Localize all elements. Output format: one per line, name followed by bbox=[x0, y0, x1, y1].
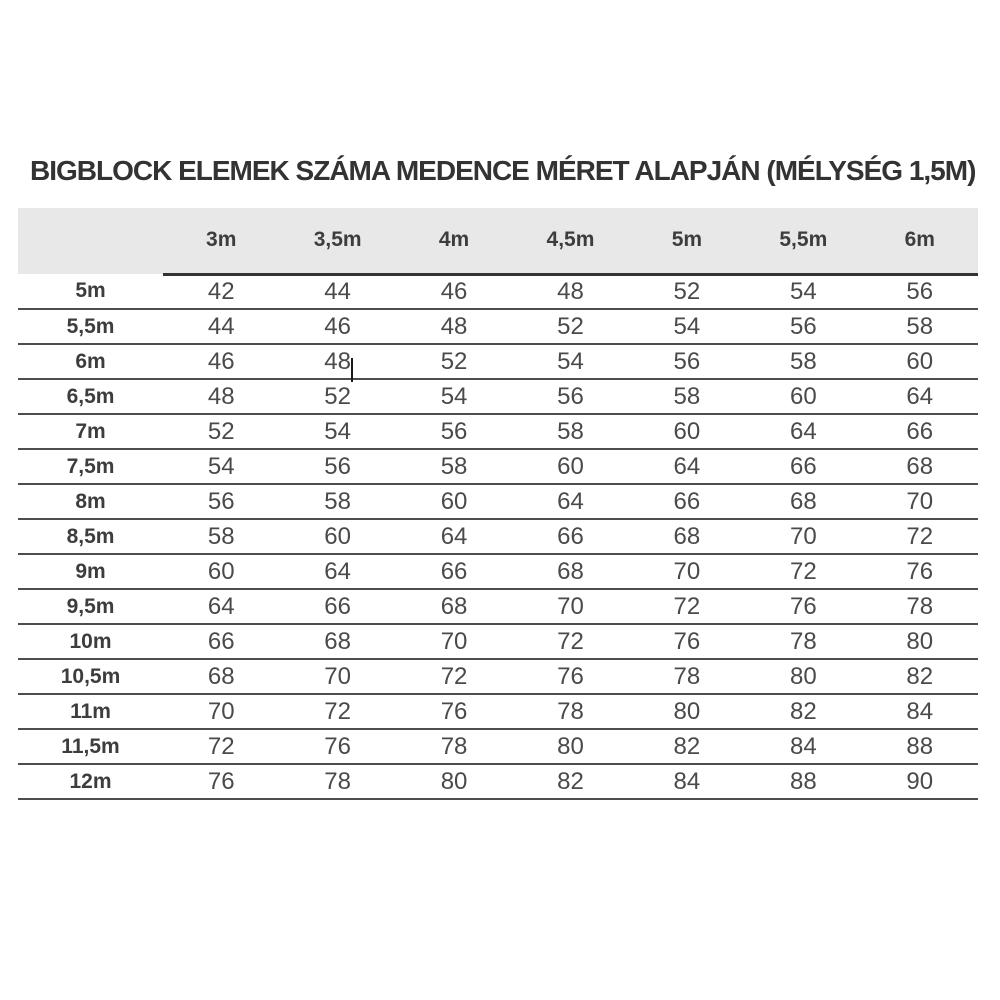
table-row bbox=[18, 414, 978, 449]
table-cell[interactable]: 70 bbox=[279, 659, 395, 694]
row-label-9,5m[interactable]: 9,5m bbox=[18, 589, 163, 624]
table-row bbox=[18, 449, 978, 484]
table-cell[interactable]: 88 bbox=[745, 764, 861, 799]
table-cell[interactable]: 58 bbox=[396, 449, 512, 484]
page-title: BIGBLOCK ELEMEK SZÁMA MEDENCE MÉRET ALAPJÁN (MÉLYSÉG 1,5M) bbox=[30, 155, 976, 186]
table-cell[interactable]: 44 bbox=[279, 274, 395, 309]
table-body bbox=[18, 274, 978, 799]
table-cell[interactable]: 56 bbox=[629, 344, 745, 379]
pool-size-table bbox=[18, 208, 978, 800]
table-cell[interactable]: 76 bbox=[279, 729, 395, 764]
row-label-9m[interactable]: 9m bbox=[18, 554, 163, 589]
table-cell[interactable]: 56 bbox=[862, 274, 978, 309]
table-cell[interactable]: 54 bbox=[279, 414, 395, 449]
table-cell[interactable]: 80 bbox=[396, 764, 512, 799]
table-row bbox=[18, 309, 978, 344]
table-row bbox=[18, 484, 978, 519]
table-row bbox=[18, 344, 978, 379]
row-label-10m[interactable]: 10m bbox=[18, 624, 163, 659]
table-cell[interactable]: 56 bbox=[512, 379, 628, 414]
table-cell[interactable]: 48 bbox=[163, 379, 279, 414]
table-cell[interactable]: 54 bbox=[512, 344, 628, 379]
table-cell[interactable]: 56 bbox=[745, 309, 861, 344]
table-cell[interactable]: 66 bbox=[512, 519, 628, 554]
table-row bbox=[18, 379, 978, 414]
table-cell[interactable]: 72 bbox=[396, 659, 512, 694]
row-label-5,5m[interactable]: 5,5m bbox=[18, 309, 163, 344]
table-cell[interactable]: 60 bbox=[629, 414, 745, 449]
table-cell[interactable]: 60 bbox=[745, 379, 861, 414]
table-cell[interactable]: 72 bbox=[629, 589, 745, 624]
table-cell[interactable]: 60 bbox=[512, 449, 628, 484]
table-cell[interactable]: 54 bbox=[745, 274, 861, 309]
table-cell[interactable]: 76 bbox=[745, 589, 861, 624]
table-cell[interactable]: 64 bbox=[745, 414, 861, 449]
table-cell[interactable]: 84 bbox=[745, 729, 861, 764]
table-row bbox=[18, 729, 978, 764]
table-cell[interactable]: 58 bbox=[163, 519, 279, 554]
column-header-4m[interactable]: 4m bbox=[396, 208, 512, 274]
row-label-7m[interactable]: 7m bbox=[18, 414, 163, 449]
table-cell[interactable]: 54 bbox=[163, 449, 279, 484]
table-cell[interactable]: 84 bbox=[629, 764, 745, 799]
table-cell[interactable]: 82 bbox=[629, 729, 745, 764]
table-cell[interactable]: 56 bbox=[163, 484, 279, 519]
row-label-11m[interactable]: 11m bbox=[18, 694, 163, 729]
table-cell[interactable]: 46 bbox=[279, 309, 395, 344]
table-cell[interactable]: 64 bbox=[862, 379, 978, 414]
row-label-12m[interactable]: 12m bbox=[18, 764, 163, 799]
table-cell[interactable]: 42 bbox=[163, 274, 279, 309]
column-header-3,5m[interactable]: 3,5m bbox=[279, 208, 395, 274]
table-cell[interactable]: 60 bbox=[396, 484, 512, 519]
table-cell[interactable]: 64 bbox=[512, 484, 628, 519]
table-cell[interactable]: 64 bbox=[396, 519, 512, 554]
table-cell[interactable]: 58 bbox=[279, 484, 395, 519]
table-cell[interactable]: 46 bbox=[396, 274, 512, 309]
text-caret bbox=[351, 358, 353, 382]
table-cell[interactable]: 80 bbox=[629, 694, 745, 729]
column-header-4,5m[interactable]: 4,5m bbox=[512, 208, 628, 274]
table-cell[interactable]: 78 bbox=[629, 659, 745, 694]
table-cell[interactable]: 56 bbox=[279, 449, 395, 484]
table-cell[interactable]: 80 bbox=[512, 729, 628, 764]
table-header-row bbox=[18, 208, 978, 274]
table-cell[interactable]: 54 bbox=[629, 309, 745, 344]
table-cell[interactable]: 64 bbox=[279, 554, 395, 589]
table-cell[interactable]: 80 bbox=[862, 624, 978, 659]
table-cell[interactable]: 72 bbox=[512, 624, 628, 659]
table-cell[interactable]: 80 bbox=[745, 659, 861, 694]
table-cell[interactable]: 66 bbox=[862, 414, 978, 449]
table-cell[interactable]: 48 bbox=[512, 274, 628, 309]
table-cell[interactable]: 68 bbox=[396, 589, 512, 624]
table-cell[interactable]: 56 bbox=[396, 414, 512, 449]
row-label-7,5m[interactable]: 7,5m bbox=[18, 449, 163, 484]
table-cell[interactable]: 66 bbox=[279, 589, 395, 624]
column-header-5m[interactable]: 5m bbox=[629, 208, 745, 274]
table-cell[interactable]: 48 bbox=[396, 309, 512, 344]
table-cell[interactable]: 60 bbox=[862, 344, 978, 379]
column-header-3m[interactable]: 3m bbox=[163, 208, 279, 274]
table-cell[interactable]: 90 bbox=[862, 764, 978, 799]
table-cell[interactable]: 68 bbox=[629, 519, 745, 554]
table-cell[interactable]: 60 bbox=[279, 519, 395, 554]
table-row bbox=[18, 764, 978, 799]
table-cell[interactable]: 88 bbox=[862, 729, 978, 764]
table-cell[interactable]: 76 bbox=[512, 659, 628, 694]
table-cell[interactable]: 68 bbox=[745, 484, 861, 519]
column-header-6m[interactable]: 6m bbox=[862, 208, 978, 274]
table-cell[interactable]: 76 bbox=[163, 764, 279, 799]
table-cell[interactable]: 52 bbox=[512, 309, 628, 344]
table-cell[interactable]: 70 bbox=[512, 589, 628, 624]
row-label-11,5m[interactable]: 11,5m bbox=[18, 729, 163, 764]
table-cell[interactable]: 52 bbox=[629, 274, 745, 309]
table-cell[interactable]: 70 bbox=[862, 484, 978, 519]
table-cell[interactable]: 68 bbox=[279, 624, 395, 659]
table-cell[interactable]: 66 bbox=[745, 449, 861, 484]
table-cell[interactable]: 76 bbox=[629, 624, 745, 659]
table-cell[interactable]: 78 bbox=[279, 764, 395, 799]
table-cell[interactable]: 72 bbox=[862, 519, 978, 554]
table-cell[interactable]: 82 bbox=[862, 659, 978, 694]
table-row bbox=[18, 274, 978, 309]
table-cell[interactable]: 52 bbox=[279, 379, 395, 414]
table-cell[interactable]: 58 bbox=[629, 379, 745, 414]
table-cell[interactable]: 70 bbox=[396, 624, 512, 659]
table-cell[interactable]: 52 bbox=[163, 414, 279, 449]
table-row bbox=[18, 519, 978, 554]
table-cell[interactable]: 78 bbox=[512, 694, 628, 729]
table-cell[interactable]: 70 bbox=[163, 694, 279, 729]
table-cell[interactable]: 52 bbox=[396, 344, 512, 379]
table-row bbox=[18, 624, 978, 659]
table-cell[interactable]: 66 bbox=[163, 624, 279, 659]
table-cell[interactable]: 58 bbox=[862, 309, 978, 344]
table-row bbox=[18, 554, 978, 589]
table-cell[interactable]: 82 bbox=[745, 694, 861, 729]
table-cell[interactable]: 70 bbox=[745, 519, 861, 554]
table-cell[interactable]: 68 bbox=[163, 659, 279, 694]
table-cell[interactable]: 82 bbox=[512, 764, 628, 799]
table-cell[interactable]: 72 bbox=[163, 729, 279, 764]
table-cell[interactable]: 66 bbox=[396, 554, 512, 589]
row-label-8,5m[interactable]: 8,5m bbox=[18, 519, 163, 554]
table-cell[interactable]: 64 bbox=[163, 589, 279, 624]
table-cell[interactable]: 72 bbox=[745, 554, 861, 589]
table-row bbox=[18, 659, 978, 694]
table-cell[interactable]: 54 bbox=[396, 379, 512, 414]
table-cell[interactable]: 60 bbox=[163, 554, 279, 589]
row-label-10,5m[interactable]: 10,5m bbox=[18, 659, 163, 694]
row-label-6,5m[interactable]: 6,5m bbox=[18, 379, 163, 414]
table-cell[interactable]: 68 bbox=[862, 449, 978, 484]
table-cell[interactable]: 70 bbox=[629, 554, 745, 589]
table-cell[interactable]: 76 bbox=[396, 694, 512, 729]
table-cell[interactable]: 44 bbox=[163, 309, 279, 344]
table-cell[interactable]: 72 bbox=[279, 694, 395, 729]
table-cell[interactable]: 84 bbox=[862, 694, 978, 729]
table-row bbox=[18, 589, 978, 624]
table-cell[interactable]: 78 bbox=[862, 589, 978, 624]
column-header-5,5m[interactable]: 5,5m bbox=[745, 208, 861, 274]
table-cell[interactable]: 76 bbox=[862, 554, 978, 589]
row-label-6m[interactable]: 6m bbox=[18, 344, 163, 379]
table-cell[interactable]: 78 bbox=[396, 729, 512, 764]
table-cell[interactable]: 48 bbox=[279, 344, 395, 379]
table-row bbox=[18, 694, 978, 729]
table-cell[interactable]: 58 bbox=[512, 414, 628, 449]
table-cell[interactable]: 78 bbox=[745, 624, 861, 659]
row-label-5m[interactable]: 5m bbox=[18, 274, 163, 309]
table-cell[interactable]: 58 bbox=[745, 344, 861, 379]
table-cell[interactable]: 68 bbox=[512, 554, 628, 589]
table-cell[interactable]: 64 bbox=[629, 449, 745, 484]
table-cell[interactable]: 66 bbox=[629, 484, 745, 519]
row-label-8m[interactable]: 8m bbox=[18, 484, 163, 519]
table-cell[interactable]: 46 bbox=[163, 344, 279, 379]
table-corner-cell bbox=[18, 208, 163, 274]
